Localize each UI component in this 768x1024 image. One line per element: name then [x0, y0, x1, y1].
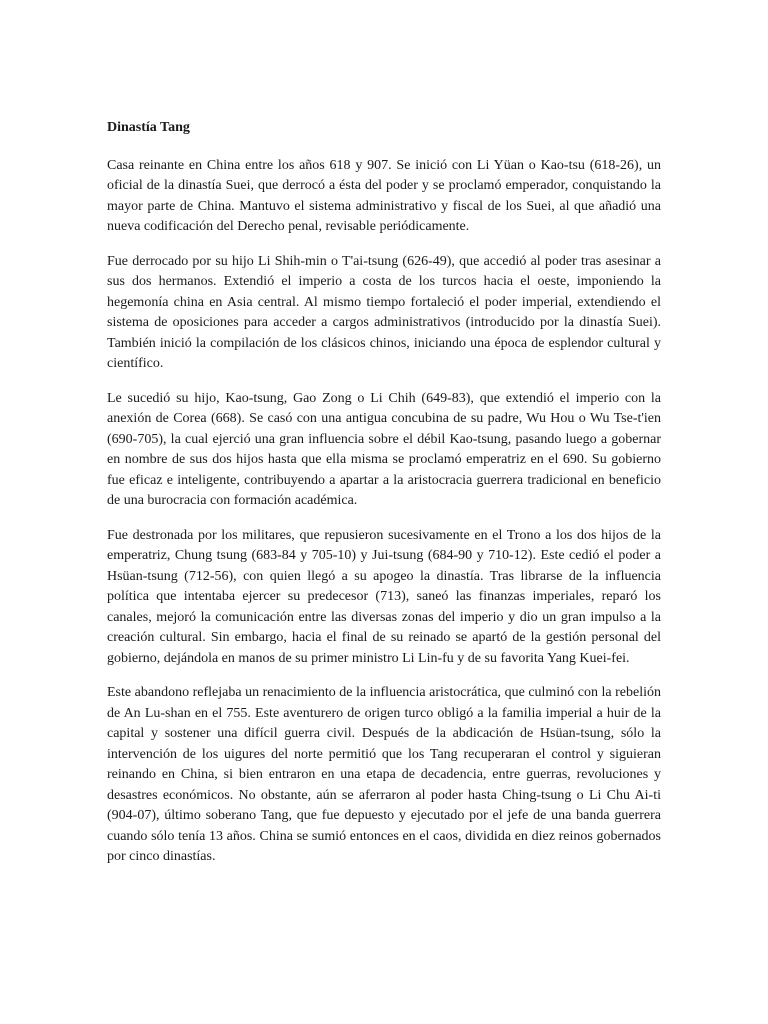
document-body — [107, 118, 661, 882]
paragraph: Este abandono reflejaba un renacimiento de la influencia aristocrática, que culminó con la rebelión de An Lu-shan en el 755. Este aventurero de origen turco obligó a la familia imperial a huir de la capital y sostener una difícil guerra civil. Después de la abdicación de Hsüan-tsung, sólo la intervención de los uigures del norte permitió que los Tang recuperaran el control y siguieran reinando en China, si bien entraron en una etapa de decadencia, entre guerras, revoluciones y desastres económicos. No obstante, aún se aferraron al poder hasta Ching-tsung o Li Chu Ai-ti (904-07), último soberano Tang, que fue depuesto y ejecutado por el jefe de una banda guerrera cuando sólo tenía 13 años. China se sumió entonces en el caos, dividida en diez reinos gobernados por cinco dinastías. — [107, 685, 661, 864]
paragraph: Fue derrocado por su hijo Li Shih-min o T'ai-tsung (626-49), que accedió al poder tras asesinar a sus dos hermanos. Extendió el imperio a costa de los turcos hacia el oeste, imponiendo la hegemonía china en Asia central. Al mismo tiempo fortaleció el poder imperial, extendiendo el sistema de oposiciones para acceder a cargos administrativos (introducido por la dinastía Suei). También inició la compilación de los clásicos chinos, iniciando una época de esplendor cultural y científico. — [107, 253, 661, 371]
document-title: Dinastía Tang — [107, 120, 190, 135]
paragraph: Casa reinante en China entre los años 618 y 907. Se inició con Li Yüan o Kao-tsu (618-26), un oficial de la dinastía Suei, que derrocó a ésta del poder y se proclamó emperador, conquistando la mayor parte de China. Mantuvo el sistema administrativo y fiscal de los Suei, al que añadió una nueva codificación del Derecho penal, revisable periódicamente. — [107, 157, 661, 234]
paragraph: Le sucedió su hijo, Kao-tsung, Gao Zong o Li Chih (649-83), que extendió el imperio con la anexión de Corea (668). Se casó con una antigua concubina de su padre, Wu Hou o Wu Tse-t'ien (690-705), la cual ejerció una gran influencia sobre el débil Kao-tsung, pasando luego a gobernar en nombre de sus dos hijos hasta que ella misma se proclamó emperatriz en el 690. Su gobierno fue eficaz e inteligente, contribuyendo a apartar a la aristocracia guerrera tradicional en beneficio de una burocracia con formación académica. — [107, 390, 661, 508]
paragraph: Fue destronada por los militares, que repusieron sucesivamente en el Trono a los dos hijos de la emperatriz, Chung tsung (683-84 y 705-10) y Jui-tsung (684-90 y 710-12). Este cedió el poder a Hsüan-tsung (712-56), con quien llegó a su apogeo la dinastía. Tras librarse de la influencia política que intentaba ejercer su predecesor (713), saneó las finanzas imperiales, reparó los canales, mejoró la comunicación entre las diversas zonas del imperio y dio un gran impulso a la creación cultural. Sin embargo, hacia el final de su reinado se apartó de la gestión personal del gobierno, dejándola en manos de su primer ministro Li Lin-fu y de su favorita Yang Kuei-fei. — [107, 527, 661, 666]
